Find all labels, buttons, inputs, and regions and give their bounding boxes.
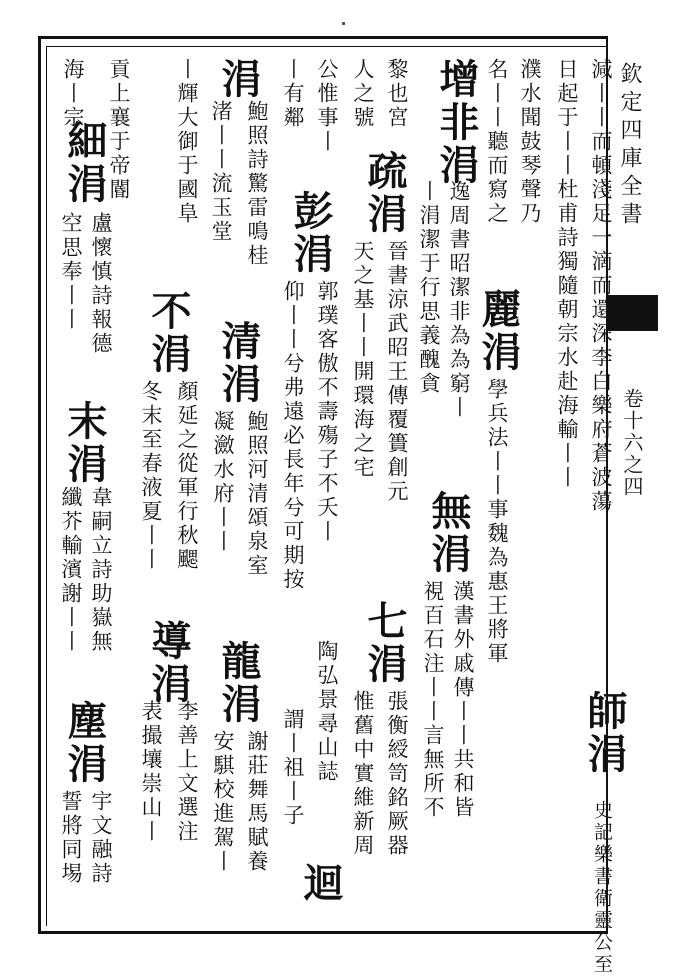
- entry-note: 史記樂書衛靈公至: [591, 800, 613, 976]
- entry-note: 安騏校進駕丨: [211, 730, 235, 874]
- entry-note: 鮑照詩驚雷鳴桂: [245, 100, 269, 268]
- text-column-3: 濮水聞鼓琴聲乃: [518, 58, 542, 226]
- entry-heading: 龍涓: [215, 640, 262, 726]
- entry-note: 張衡綬笥銘厥器: [385, 690, 409, 858]
- text-column-11: 貢上襄于帝閽: [107, 58, 131, 202]
- volume-label: 卷十六之四: [620, 388, 644, 498]
- print-speck: [342, 22, 345, 25]
- entry-note: 謝莊舞馬賦養: [245, 730, 269, 874]
- entry-note: 纖芥輸濱謝丨丨: [59, 486, 83, 654]
- entry-note: 凝瀲水府丨丨: [211, 410, 235, 554]
- entry-note: 郭璞客傲不壽殤子不夭丨: [315, 280, 339, 544]
- entry-note: 逸周書昭潔非為為窮丨: [447, 180, 471, 420]
- text-column-1: 減丨丨而頓淺足一滴而還深李白樂府蒼波蕩: [589, 58, 613, 514]
- entry-note: 表撮壤崇山丨: [139, 700, 163, 844]
- text-column-12: 海丨宗: [61, 58, 85, 130]
- entry-heading: 無涓: [425, 490, 472, 576]
- entry-heading: 七涓: [361, 600, 408, 686]
- entry-note: 韋嗣立詩助嶽無: [89, 486, 113, 654]
- entry-note: 仰丨丨兮弗遠必長年兮可期按: [281, 280, 305, 592]
- entry-heading: 清涓: [215, 320, 262, 406]
- text-column-8: 公惟事丨: [315, 58, 339, 154]
- entry-note: 惟舊中實維新周: [351, 690, 375, 858]
- entry-note: 鮑照河清頌泉室: [245, 410, 269, 578]
- entry-note: 天之基丨丨開環海之宅: [351, 240, 375, 480]
- entry-note: 視百石注丨丨言無所不: [421, 580, 445, 820]
- entry-heading: 疏涓: [361, 150, 408, 236]
- entry-note: 盧懷慎詩報德: [89, 212, 113, 356]
- entry-heading: 彭涓: [287, 190, 334, 276]
- entry-note: 冬末至春液夏丨丨: [139, 380, 163, 572]
- entry-heading: 塵涓: [61, 700, 108, 786]
- text-column-7: 人之號: [351, 58, 375, 130]
- entry-note: 謂丨祖丨子: [281, 708, 305, 828]
- entry-heading: 涓: [215, 58, 262, 101]
- text-column-6: 黎也宮: [385, 58, 409, 130]
- entry-heading: 導涓: [145, 620, 192, 706]
- text-column-10: 丨輝大御于國阜: [175, 58, 199, 226]
- entry-note: 漢書外戚傳丨丨共和皆: [451, 580, 475, 820]
- entry-note: 學兵法丨丨事魏為惠王將軍: [485, 378, 509, 666]
- entry-heading: 不涓: [145, 290, 192, 376]
- entry-heading: 麗涓: [475, 288, 522, 374]
- entry-note: 渚丨丨流玉堂: [209, 100, 233, 244]
- entry-heading: 末涓: [61, 400, 108, 486]
- text-column-4: 名丨丨聽而寫之: [485, 58, 509, 226]
- entry-note: 丨涓潔于行思義醜貪: [417, 180, 441, 396]
- entry-note: 顏延之從軍行秋颸: [175, 380, 199, 572]
- entry-heading: 增非涓: [433, 58, 480, 187]
- text-column-9: 丨有鄰: [281, 58, 305, 130]
- entry-note: 李善上文選注: [175, 700, 199, 844]
- entry-note: 空思奉丨丨: [59, 212, 83, 332]
- entry-note: 宇文融詩: [89, 790, 113, 886]
- entry-heading: 細涓: [61, 120, 108, 206]
- entry-heading: 迴: [297, 862, 344, 905]
- entry-heading: 師涓: [581, 690, 628, 776]
- book-title: 欽定四庫全書: [617, 62, 642, 230]
- fishtail-mark: [608, 295, 658, 331]
- entry-note: 誓將同埸: [59, 790, 83, 886]
- text-column-2: 日起于丨丨杜甫詩獨隨朝宗水赴海輸丨丨: [555, 58, 579, 490]
- entry-note: 陶弘景尋山誌: [315, 640, 339, 784]
- entry-note: 晉書涼武昭王傳覆簣創元: [385, 240, 409, 504]
